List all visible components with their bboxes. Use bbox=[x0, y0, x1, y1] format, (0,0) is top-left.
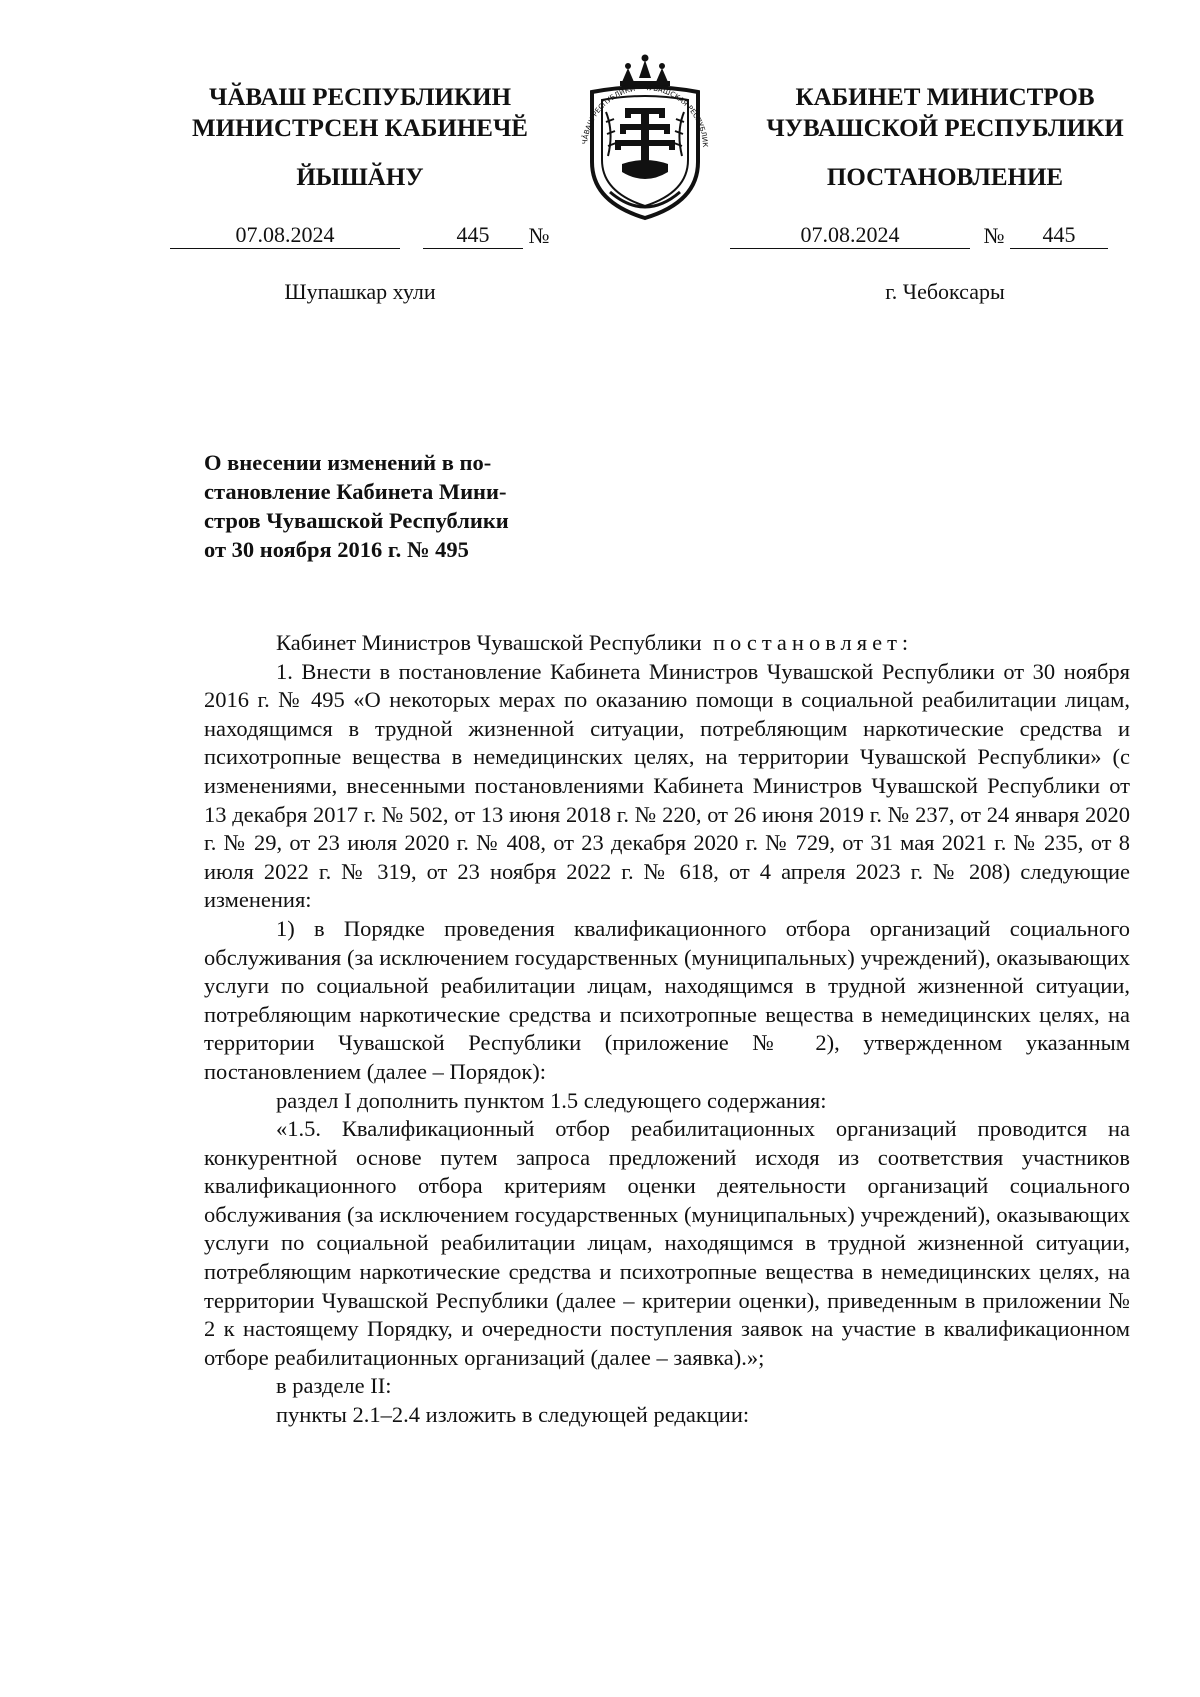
body-paragraph: раздел I дополнить пунктом 1.5 следующего содержания: bbox=[276, 1087, 827, 1113]
document-title bbox=[204, 448, 569, 564]
body-paragraph: в разделе II: bbox=[276, 1373, 392, 1399]
emblem-ring-text: ЧӐВАШ РЕСПУБЛИКИ • ЧУВАШСКАЯ РЕСПУБЛИК bbox=[581, 83, 710, 148]
decree-word: постановляет: bbox=[712, 630, 914, 655]
right-number-sign: № bbox=[983, 223, 1005, 248]
right-number-field: 445 bbox=[1010, 222, 1108, 249]
right-registration-line bbox=[730, 222, 1108, 250]
right-org-line2: ЧУВАШСКОЙ РЕСПУБЛИКИ bbox=[766, 115, 1124, 142]
title-line: от 30 ноября 2016 г. № 495 bbox=[204, 537, 469, 562]
body-paragraph: пункты 2.1–2.4 изложить в следующей редакции: bbox=[276, 1402, 750, 1428]
left-org-name bbox=[160, 82, 560, 144]
left-number-field: 445 bbox=[423, 222, 523, 249]
left-city: Шупашкар хули bbox=[284, 279, 436, 304]
left-org-line1: ЧӐВАШ РЕСПУБЛИКИН bbox=[208, 84, 512, 111]
body-paragraph: «1.5. Квалификационный отбор реабилитационных организаций проводится на конкурентной основе путем запроса предложений исходя из соответствия участников квалификационного отбора критериям оценки деятельности организаций социального обслуживания (за исключением государственных (муниципальных) учреждений), оказывающих услуги по социальной реабилитации лицам, находящимся в трудной жизненной ситуации, потребляющим наркотические средства и психотропные вещества в немедицинских целях, на территории Чувашской Республики (далее – критерии оценки), приведенным в приложении № 2 к настоящему Порядку, и очередности поступления заявок на участие в квалификационном отборе реабилитационных организаций (далее – заявка).»; bbox=[204, 1116, 1130, 1370]
right-org-line1: КАБИНЕТ МИНИСТРОВ bbox=[795, 84, 1095, 111]
right-doc-type: ПОСТАНОВЛЕНИЕ bbox=[826, 164, 1064, 191]
right-org-name bbox=[730, 82, 1160, 144]
right-city: г. Чебоксары bbox=[885, 279, 1005, 304]
body-paragraph-decree bbox=[204, 629, 1130, 658]
right-date-field: 07.08.2024 bbox=[730, 222, 970, 249]
left-org-line2: МИНИСТРСЕН КАБИНЕЧӖ bbox=[192, 115, 528, 142]
left-registration-line bbox=[170, 222, 550, 250]
title-line: стров Чувашской Республики bbox=[204, 508, 509, 533]
document-body bbox=[204, 629, 1130, 1430]
body-paragraph: 1) в Порядке проведения квалификационного отбора организаций социального обслуживания (за исключением государственных (муниципальных) учреждений), оказывающих услуги по социальной реабилитации лицам, находящимся в трудной жизненной ситуации, потребляющим наркотические средства и психотропные вещества в немедицинских целях, на территории Чувашской Республики (приложение № 2), утвержденном указанным постановлением (далее – Порядок): bbox=[204, 915, 1130, 1084]
title-line: становление Кабинета Мини- bbox=[204, 479, 507, 504]
body-paragraph: 1. Внести в постановление Кабинета Министров Чувашской Республики от 30 ноября 2016 г. № 495 «О некоторых мерах по оказанию помощи в социальной реабилитации лицам, находящимся в трудной жизненной ситуации, потребляющим наркотические средства и психотропные вещества в немедицинских целях, на территории Чувашской Республики» (с изменениями, внесенными постановлениями Кабинета Министров Чувашской Республики от 13 декабря 2017 г. № 502, от 13 июня 2018 г. № 220, от 26 июня 2019 г. № 237, от 24 января 2020 г. № 29, от 23 июля 2020 г. № 408, от 23 декабря 2020 г. № 729, от 31 мая 2021 г. № 235, от 8 июля 2022 г. № 319, от 23 ноября 2022 г. № 618, от 4 апреля 2023 г. № 208) следующие изменения: bbox=[204, 658, 1130, 913]
decree-lead: Кабинет Министров Чувашской Республики bbox=[276, 630, 702, 655]
left-doc-type: ЙЫШӐНУ bbox=[296, 164, 424, 191]
left-number-sign: № bbox=[528, 223, 550, 248]
left-date-field: 07.08.2024 bbox=[170, 222, 400, 249]
chuvash-coat-of-arms-icon bbox=[570, 52, 720, 224]
title-line: О внесении изменений в по- bbox=[204, 450, 492, 475]
